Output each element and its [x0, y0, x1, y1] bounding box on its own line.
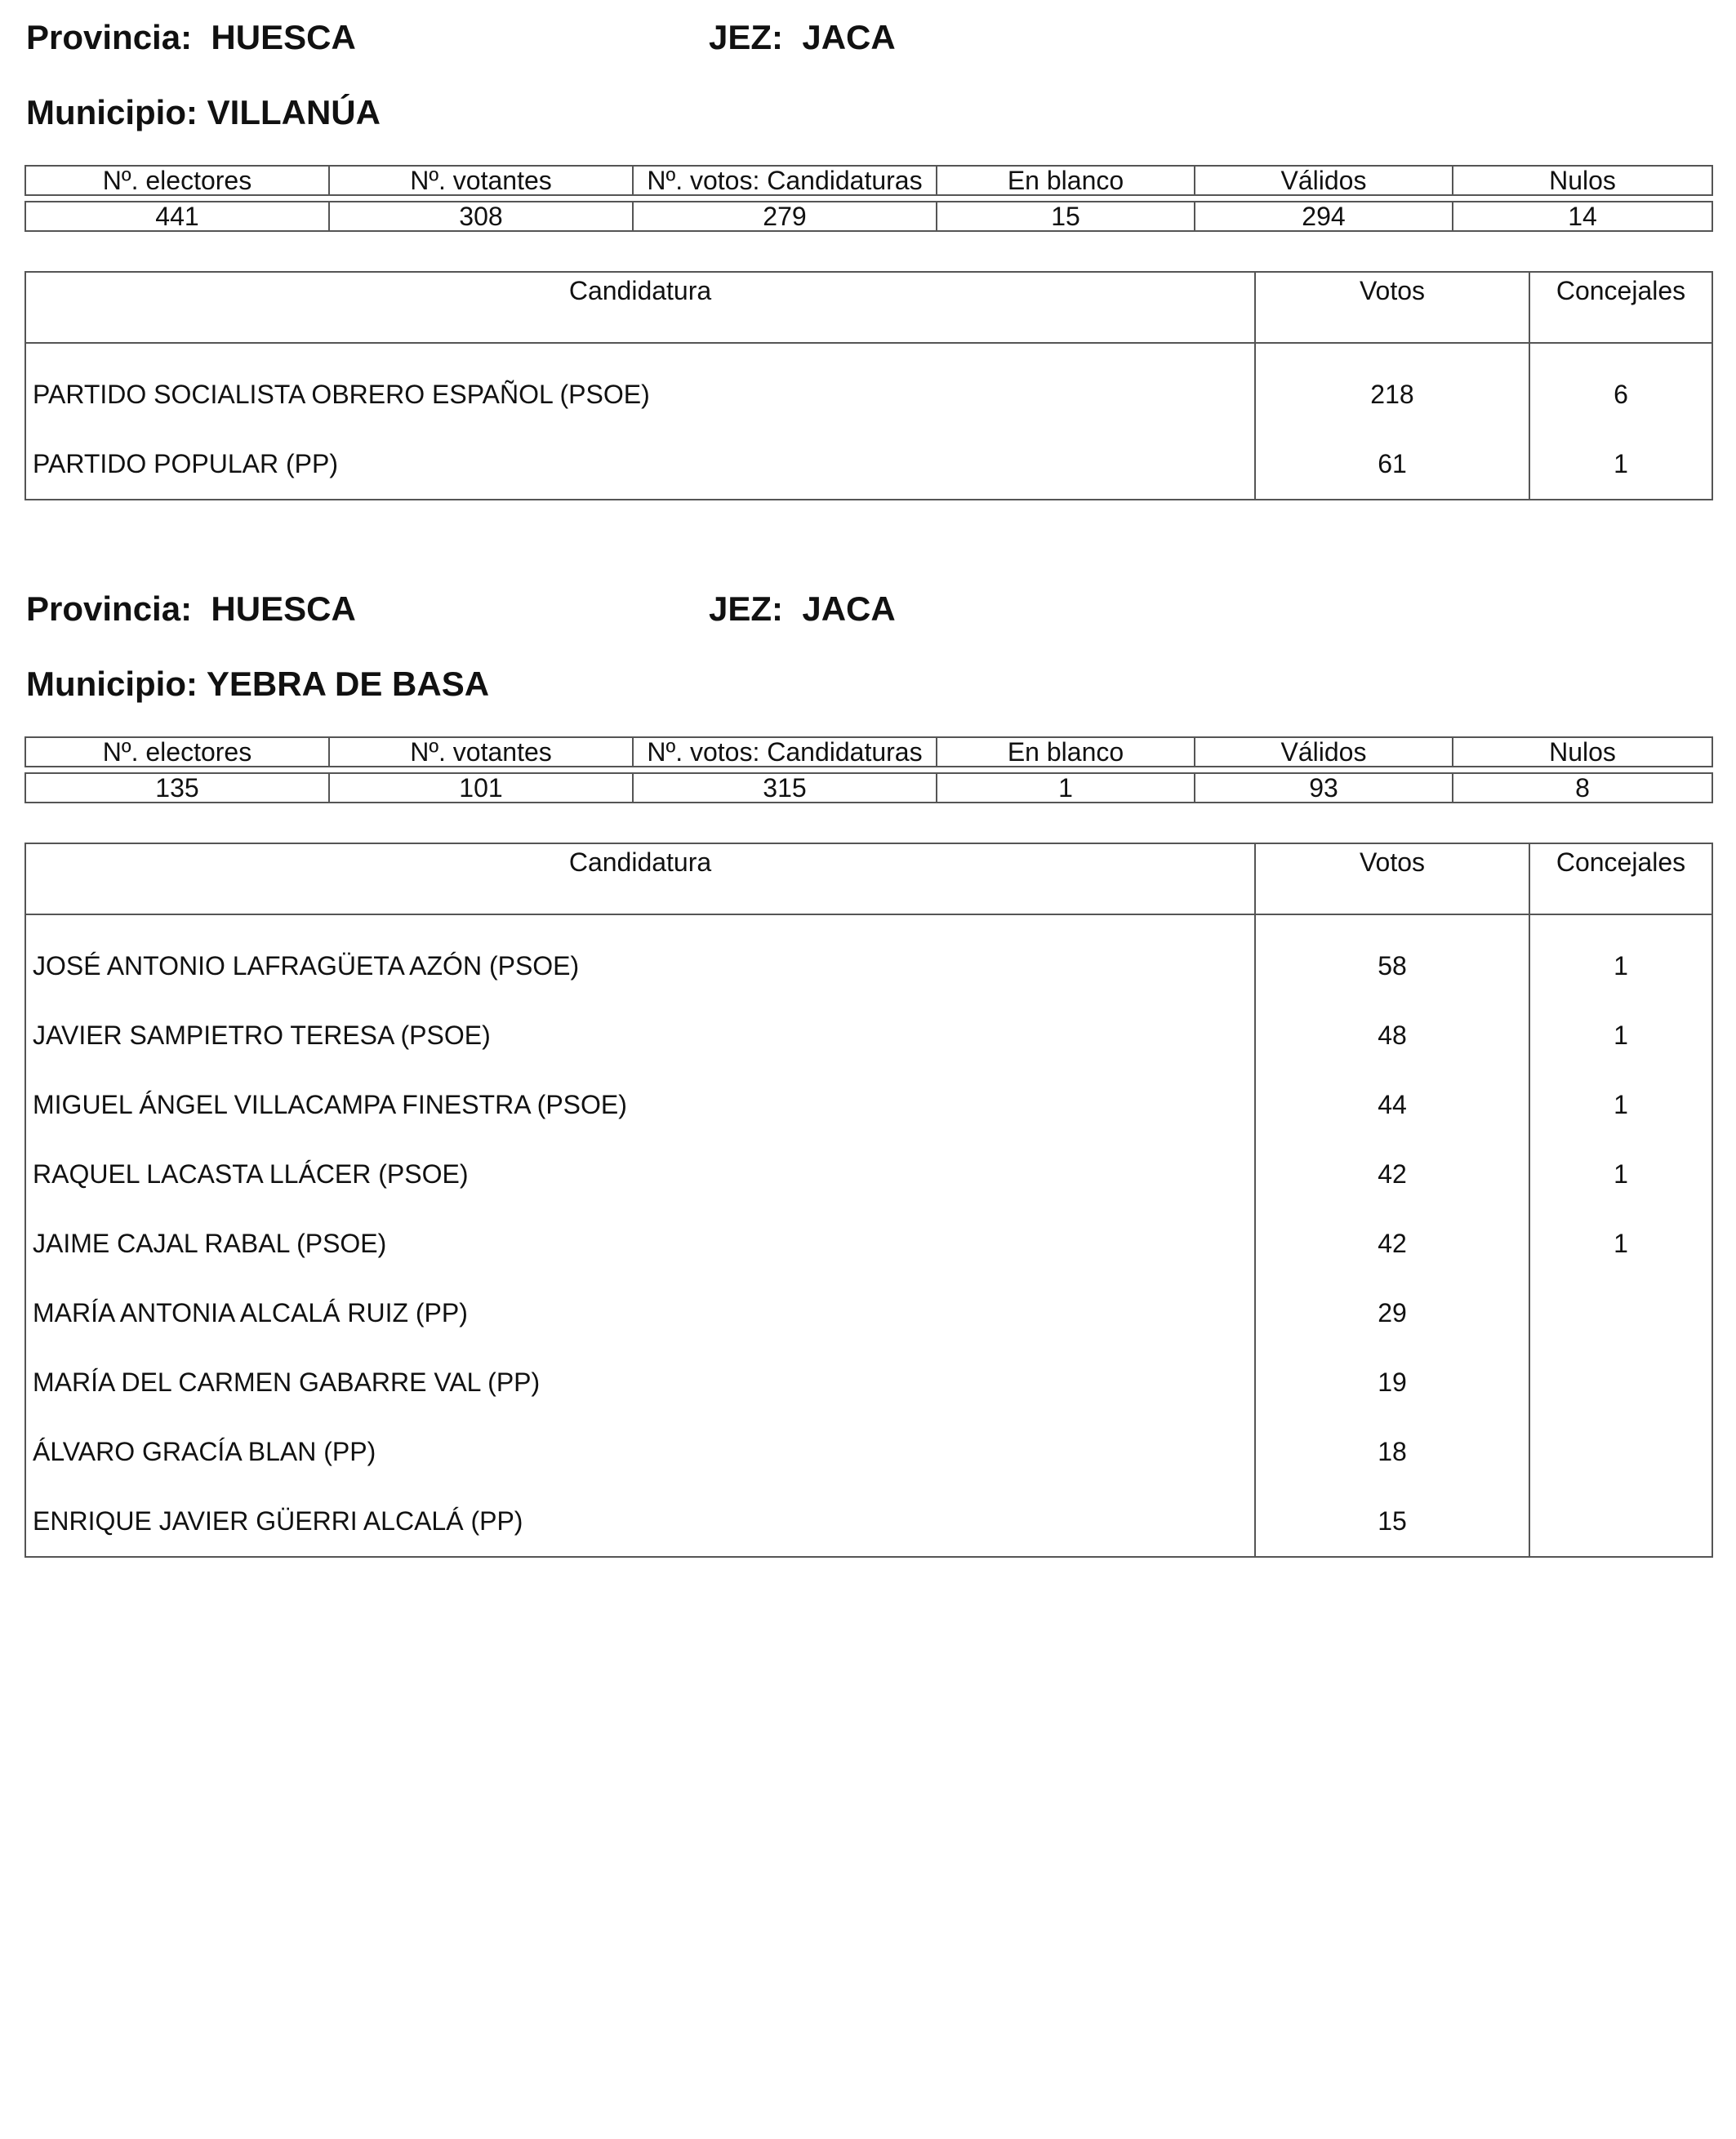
- candidate-votos: 19: [1255, 1348, 1529, 1417]
- provincia-value: HUESCA: [211, 18, 356, 56]
- candidate-concejales: 1: [1529, 1001, 1712, 1070]
- summary-header-row: [25, 737, 1712, 767]
- jez-line: [709, 589, 896, 629]
- concejales-header: Concejales: [1529, 843, 1712, 914]
- summary-value-cell: 93: [1195, 773, 1453, 803]
- candidatura-header: Candidatura: [25, 272, 1255, 343]
- candidate-name: ENRIQUE JAVIER GÜERRI ALCALÁ (PP): [33, 1506, 523, 1536]
- table-row: [25, 1348, 1712, 1417]
- provincia-label: Provincia:: [26, 589, 193, 628]
- candidate-concejales: 1: [1529, 1209, 1712, 1279]
- municipio-line: [26, 665, 489, 704]
- summary-header-cell: Válidos: [1195, 166, 1453, 195]
- summary-value-cell: 135: [25, 773, 329, 803]
- candidate-name: MARÍA ANTONIA ALCALÁ RUIZ (PP): [33, 1298, 468, 1327]
- municipio-value: VILLANÚA: [207, 93, 381, 131]
- candidate-votos: 61: [1255, 429, 1529, 500]
- summary-value-cell: 1: [937, 773, 1195, 803]
- municipio-line: [26, 93, 381, 132]
- summary-header-cell: Válidos: [1195, 737, 1453, 767]
- candidate-name: RAQUEL LACASTA LLÁCER (PSOE): [33, 1159, 469, 1189]
- votos-header: Votos: [1255, 843, 1529, 914]
- table-row: [25, 1209, 1712, 1279]
- table-row: [25, 1487, 1712, 1557]
- summary-header-cell: En blanco: [937, 737, 1195, 767]
- table-row: [25, 429, 1712, 500]
- table-row: [25, 1140, 1712, 1209]
- candidate-concejales: 6: [1529, 343, 1712, 429]
- candidate-name: MIGUEL ÁNGEL VILLACAMPA FINESTRA (PSOE): [33, 1090, 627, 1119]
- candidate-votos: 58: [1255, 914, 1529, 1001]
- candidate-votos: 42: [1255, 1209, 1529, 1279]
- candidate-concejales: 1: [1529, 429, 1712, 500]
- summary-value-cell: 101: [329, 773, 633, 803]
- summary-value-cell: 279: [633, 202, 937, 231]
- summary-header-cell: Nº. electores: [25, 737, 329, 767]
- candidate-votos: 29: [1255, 1279, 1529, 1348]
- candidate-name: MARÍA DEL CARMEN GABARRE VAL (PP): [33, 1367, 541, 1397]
- provincia-value: HUESCA: [211, 589, 356, 628]
- municipio-label: Municipio:: [26, 665, 198, 703]
- summary-header-row: [25, 166, 1712, 195]
- summary-header-cell: Nº. votos: Candidaturas: [633, 166, 937, 195]
- provincia-line: [26, 18, 356, 57]
- candidate-name: JOSÉ ANTONIO LAFRAGÜETA AZÓN (PSOE): [33, 951, 580, 981]
- candidate-votos: 18: [1255, 1417, 1529, 1487]
- table-row: [25, 914, 1712, 1001]
- candidate-concejales: [1529, 1487, 1712, 1557]
- jez-label: JEZ:: [709, 589, 784, 628]
- candidates-header-row: [25, 272, 1712, 343]
- candidate-votos: 42: [1255, 1140, 1529, 1209]
- summary-header-cell: Nº. votantes: [329, 166, 633, 195]
- candidate-votos: 218: [1255, 343, 1529, 429]
- summary-header-cell: En blanco: [937, 166, 1195, 195]
- summary-value-row: [25, 202, 1712, 231]
- candidatura-header: Candidatura: [25, 843, 1255, 914]
- municipio-label: Municipio:: [26, 93, 198, 131]
- candidate-concejales: 1: [1529, 914, 1712, 1001]
- candidates-table: [24, 843, 1713, 1558]
- municipio-value: YEBRA DE BASA: [206, 665, 490, 703]
- table-row: [25, 1417, 1712, 1487]
- concejales-header: Concejales: [1529, 272, 1712, 343]
- summary-value-cell: 8: [1453, 773, 1712, 803]
- summary-value-cell: 441: [25, 202, 329, 231]
- table-row: [25, 1001, 1712, 1070]
- summary-table: [24, 165, 1713, 232]
- jez-value: JACA: [802, 18, 896, 56]
- table-row: [25, 343, 1712, 429]
- table-row: [25, 1279, 1712, 1348]
- summary-value-cell: 14: [1453, 202, 1712, 231]
- candidate-name: PARTIDO POPULAR (PP): [33, 449, 338, 478]
- candidate-votos: 15: [1255, 1487, 1529, 1557]
- provincia-label: Provincia:: [26, 18, 193, 56]
- candidate-concejales: [1529, 1417, 1712, 1487]
- candidate-name: ÁLVARO GRACÍA BLAN (PP): [33, 1437, 376, 1466]
- candidate-votos: 48: [1255, 1001, 1529, 1070]
- candidate-concejales: [1529, 1348, 1712, 1417]
- summary-value-row: [25, 773, 1712, 803]
- summary-header-cell: Nº. electores: [25, 166, 329, 195]
- table-row: [25, 1070, 1712, 1140]
- provincia-line: [26, 589, 356, 629]
- candidate-name: JAIME CAJAL RABAL (PSOE): [33, 1229, 387, 1258]
- summary-header-cell: Nº. votos: Candidaturas: [633, 737, 937, 767]
- candidate-votos: 44: [1255, 1070, 1529, 1140]
- summary-value-cell: 294: [1195, 202, 1453, 231]
- votos-header: Votos: [1255, 272, 1529, 343]
- summary-table: [24, 736, 1713, 803]
- jez-label: JEZ:: [709, 18, 784, 56]
- summary-value-cell: 15: [937, 202, 1195, 231]
- summary-value-cell: 308: [329, 202, 633, 231]
- summary-header-cell: Nº. votantes: [329, 737, 633, 767]
- jez-line: [709, 18, 896, 57]
- candidate-concejales: 1: [1529, 1070, 1712, 1140]
- candidate-concejales: [1529, 1279, 1712, 1348]
- summary-header-cell: Nulos: [1453, 737, 1712, 767]
- candidates-header-row: [25, 843, 1712, 914]
- candidates-table: [24, 271, 1713, 500]
- candidate-name: JAVIER SAMPIETRO TERESA (PSOE): [33, 1021, 491, 1050]
- candidate-concejales: 1: [1529, 1140, 1712, 1209]
- summary-value-cell: 315: [633, 773, 937, 803]
- summary-header-cell: Nulos: [1453, 166, 1712, 195]
- candidate-name: PARTIDO SOCIALISTA OBRERO ESPAÑOL (PSOE): [33, 380, 650, 409]
- jez-value: JACA: [802, 589, 896, 628]
